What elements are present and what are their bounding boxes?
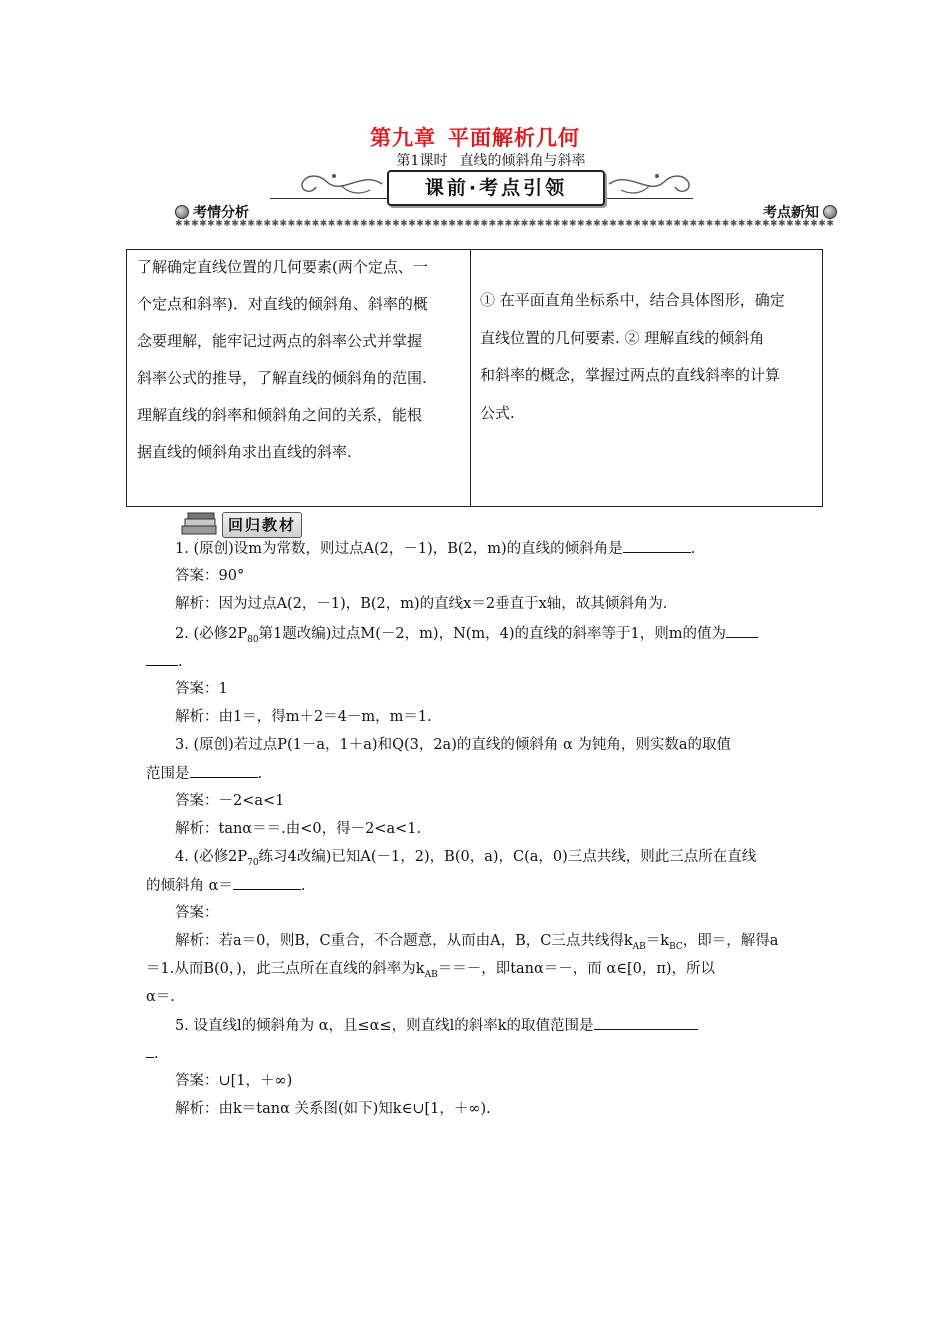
- solution-text: ，即＝，解得a: [682, 933, 779, 949]
- problem-text: 的倾斜角 α＝: [146, 878, 233, 894]
- objectives-left-cell: [137, 249, 465, 471]
- exam-analysis-label: 考情分析: [193, 205, 249, 221]
- problem-text: 4. (必修2P: [175, 849, 248, 865]
- chapter-heading: [0, 122, 950, 152]
- problem-5-answer: 答案：∪[1，＋∞): [175, 1073, 293, 1089]
- subscript: AB: [632, 941, 646, 952]
- problem-text: 1. (原创)设m为常数，则过点A(2，－1)，B(2，m)的直线的倾斜角是: [175, 541, 623, 557]
- problem-text: 第1题改编)过点M(－2，m)，N(m，4)的直线的斜率等于1，则m的值为: [258, 626, 727, 642]
- flourish-left-icon: [292, 166, 387, 200]
- problem-text: 2. (必修2P: [175, 626, 248, 642]
- solution-text: 解析：若a＝0，则B，C重合，不合题意，从而由A，B，C三点共线得k: [175, 933, 633, 949]
- text-line: 据直线的倾斜角求出直线的斜率.: [137, 443, 352, 461]
- problem-3-solution: 解析：tanα＝＝.由<0，得－2<a<1.: [175, 821, 422, 837]
- problem-1-question: [175, 538, 695, 559]
- section-banner: 课前·考点引领: [387, 170, 605, 206]
- chapter-number: 第九章: [370, 126, 436, 150]
- problem-end: .: [257, 766, 263, 782]
- subscript: AB: [424, 969, 438, 980]
- solution-text: ＝1.从而B(0，)，此三点所在直线的斜率为k: [146, 961, 425, 977]
- problem-4-answer: 答案：: [175, 905, 219, 921]
- problem-text: 练习4改编)已知A(－1，2)，B(0，a)，C(a，0)三点共线，则此三点所在直线: [258, 849, 757, 865]
- problem-1-solution: 解析：因为过点A(2，－1)，B(2，m)的直线x＝2垂直于x轴，故其倾斜角为.: [175, 596, 668, 612]
- problem-3-question-cont: [146, 763, 262, 784]
- page-subscript: 80: [247, 634, 259, 645]
- text-line: 和斜率的概念，掌握过两点的直线斜率的计算: [480, 366, 781, 384]
- bullet-icon: [823, 205, 837, 219]
- text-line: 理解直线的斜率和倾斜角之间的关系，能根: [137, 406, 423, 424]
- problem-end: .: [178, 654, 183, 670]
- lesson-number: 第1课时: [396, 153, 448, 169]
- page-subscript: 70: [247, 857, 259, 868]
- books-icon: [178, 510, 222, 538]
- problem-end: .: [154, 1046, 159, 1062]
- problem-4-solution: [175, 931, 778, 957]
- new-knowledge-label: 考点新知: [763, 205, 819, 221]
- star-divider: ✱✱✱✱✱✱✱✱✱✱✱✱✱✱✱✱✱✱✱✱✱✱✱✱✱✱✱✱✱✱✱✱✱✱✱✱✱✱✱✱✱✱✱✱✱✱✱✱✱✱✱✱✱✱✱✱✱✱✱✱✱✱✱✱✱✱✱✱✱✱✱✱✱✱✱✱✱✱✱✱✱✱: [175, 219, 835, 229]
- text-line: 个定点和斜率)．对直线的倾斜角、斜率的概: [137, 295, 428, 313]
- problem-4-question: [175, 847, 756, 873]
- text-line: 斜率公式的推导，了解直线的倾斜角的范围.: [137, 369, 427, 387]
- solution-text: ＝＝－，即tanα＝－，而 α∈[0，π)，所以: [437, 961, 716, 977]
- lesson-title: 直线的倾斜角与斜率: [459, 153, 586, 169]
- problem-2-answer: 答案：1: [175, 681, 228, 697]
- bullet-icon: [175, 205, 189, 219]
- text-line: 念要理解，能牢记过两点的斜率公式并掌握: [137, 332, 423, 350]
- problem-5-question: [175, 1015, 698, 1036]
- problem-end: .: [690, 541, 696, 557]
- problem-text: 5. 设直线l的倾斜角为 α，且≤α≤，则直线l的斜率k的取值范围是: [175, 1018, 594, 1034]
- problem-5-question-cont: [146, 1043, 159, 1064]
- problem-2-solution: 解析：由1＝，得m＋2＝4－m，m＝1.: [175, 709, 432, 725]
- flourish-right-icon: [604, 166, 699, 200]
- problem-3-answer: 答案：－2<a<1: [175, 793, 285, 809]
- objectives-right-cell: [480, 282, 814, 432]
- problem-end: .: [300, 878, 306, 894]
- table-divider: [470, 249, 471, 507]
- problem-4-question-cont: [146, 875, 306, 896]
- problem-1-answer: 答案：90°: [175, 568, 245, 584]
- problem-4-solution-cont: [146, 959, 715, 985]
- text-line: 了解确定直线位置的几何要素(两个定点、一: [137, 258, 428, 276]
- lesson-heading: [0, 150, 950, 170]
- problem-3-question: 3. (原创)若过点P(1－a，1＋a)和Q(3，2a)的直线的倾斜角 α 为钝角，则实数a的取值: [175, 737, 732, 753]
- chapter-title: 平面解析几何: [448, 126, 580, 150]
- text-line: ① 在平面直角坐标系中，结合具体图形，确定: [480, 291, 785, 309]
- solution-text: ＝k: [645, 933, 670, 949]
- review-textbook-label: 回归教材: [222, 512, 302, 538]
- problem-text: 范围是: [146, 766, 190, 782]
- problem-2-question-cont: [146, 651, 183, 672]
- problem-2-question: [175, 623, 758, 650]
- problem-5-solution: 解析：由k＝tanα 关系图(如下)知k∈∪[1，＋∞).: [175, 1101, 491, 1117]
- subscript: BC: [669, 941, 683, 952]
- text-line: 直线位置的几何要素. ② 理解直线的倾斜角: [480, 328, 765, 347]
- text-line: 公式.: [480, 403, 515, 422]
- problem-4-solution-end: α＝.: [146, 989, 175, 1005]
